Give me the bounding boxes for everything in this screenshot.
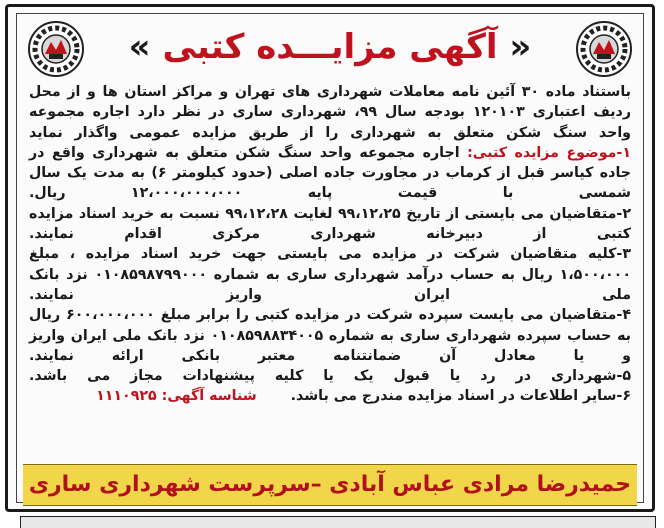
municipality-emblem-icon bbox=[575, 20, 633, 78]
notice-frame bbox=[5, 4, 655, 512]
next-ad-strip bbox=[20, 516, 656, 528]
item-2: ۲-متقاضیان می بایستی از تاریخ ۹۹،۱۲،۲۵ لغایت ۹۹،۱۲،۲۸ نسبت به خرید اسناد مزایده کتبی از دبیرخانه شهرداری مرکزی اقدام نمایند. bbox=[29, 205, 631, 243]
item-3: ۳-کلیه متقاضیان شرکت در مزایده می بایستی جهت خرید اسناد مزایده ، مبلغ ۱،۵۰۰،۰۰۰ ریال به حساب درآمد شهرداری ساری به شماره ۰۱۰۸۵۹۸۷۹۹۰۰۰ نزد بانک ملی ایران واریز نمایند. bbox=[29, 246, 631, 303]
item-1-text: اجاره مجموعه واحد سنگ شکن متعلق به شهرداری واقع در جاده کیاسر قبل از کرماب در مجاورت جاده اصلی (حدود کیلومتر ۶) به مدت یک سال شمسی با قیمت پایه ۱۲،۰۰۰،۰۰۰،۰۰۰ ریال. bbox=[29, 144, 632, 202]
title-quote-open: « bbox=[509, 27, 532, 67]
item-6: ۶-سایر اطلاعات در اسناد مزایده مندرج می باشد. bbox=[290, 388, 631, 405]
notice-code: شناسه آگهی: ۱۱۱۰۹۲۵ bbox=[96, 388, 257, 405]
item-1 bbox=[29, 143, 631, 204]
signature-banner bbox=[23, 464, 637, 506]
item-5: ۵-شهرداری در رد یا قبول یک یا کلیه پیشنهادات مجاز می باشد. bbox=[29, 368, 631, 385]
signature-text: حمیدرضا مرادی عباس آبادی –سرپرست شهرداری ساری bbox=[28, 472, 632, 497]
municipality-emblem-icon bbox=[27, 20, 85, 78]
notice-title bbox=[107, 20, 553, 74]
intro-paragraph: باستناد ماده ۳۰ آئین نامه معاملات شهرداری های تهران و مراکز استان ها و از محل ردیف اعتباری ۱۲۰۱۰۳ بودجه سال ۹۹، شهرداری ساری در نظر دارد اجاره مجموعه واحد سنگ شکن متعلق به شهرداری را از طریق مزایده عمومی واگذار نماید bbox=[29, 84, 632, 141]
item-1-label: ۱-موضوع مزایده کتبی: bbox=[467, 144, 631, 161]
item-4: ۴-متقاضیان می بایست سپرده شرکت در مزایده کتبی را برابر مبلغ ۶۰۰،۰۰۰،۰۰۰ ریال به حساب سپرده شهرداری ساری به شماره ۰۱۰۸۵۹۸۸۳۴۰۰۵ نزد بانک ملی ایران واریز و یا معادل آن ضمانتنامه معتبر بانکی ارائه نمایند. bbox=[29, 307, 631, 364]
notice-body bbox=[29, 82, 631, 407]
item-6-row bbox=[29, 386, 631, 406]
notice-inner-border bbox=[16, 13, 644, 503]
title-quote-close: » bbox=[128, 27, 151, 67]
title-text: آگهی مزایـــده کتبی bbox=[162, 27, 498, 67]
